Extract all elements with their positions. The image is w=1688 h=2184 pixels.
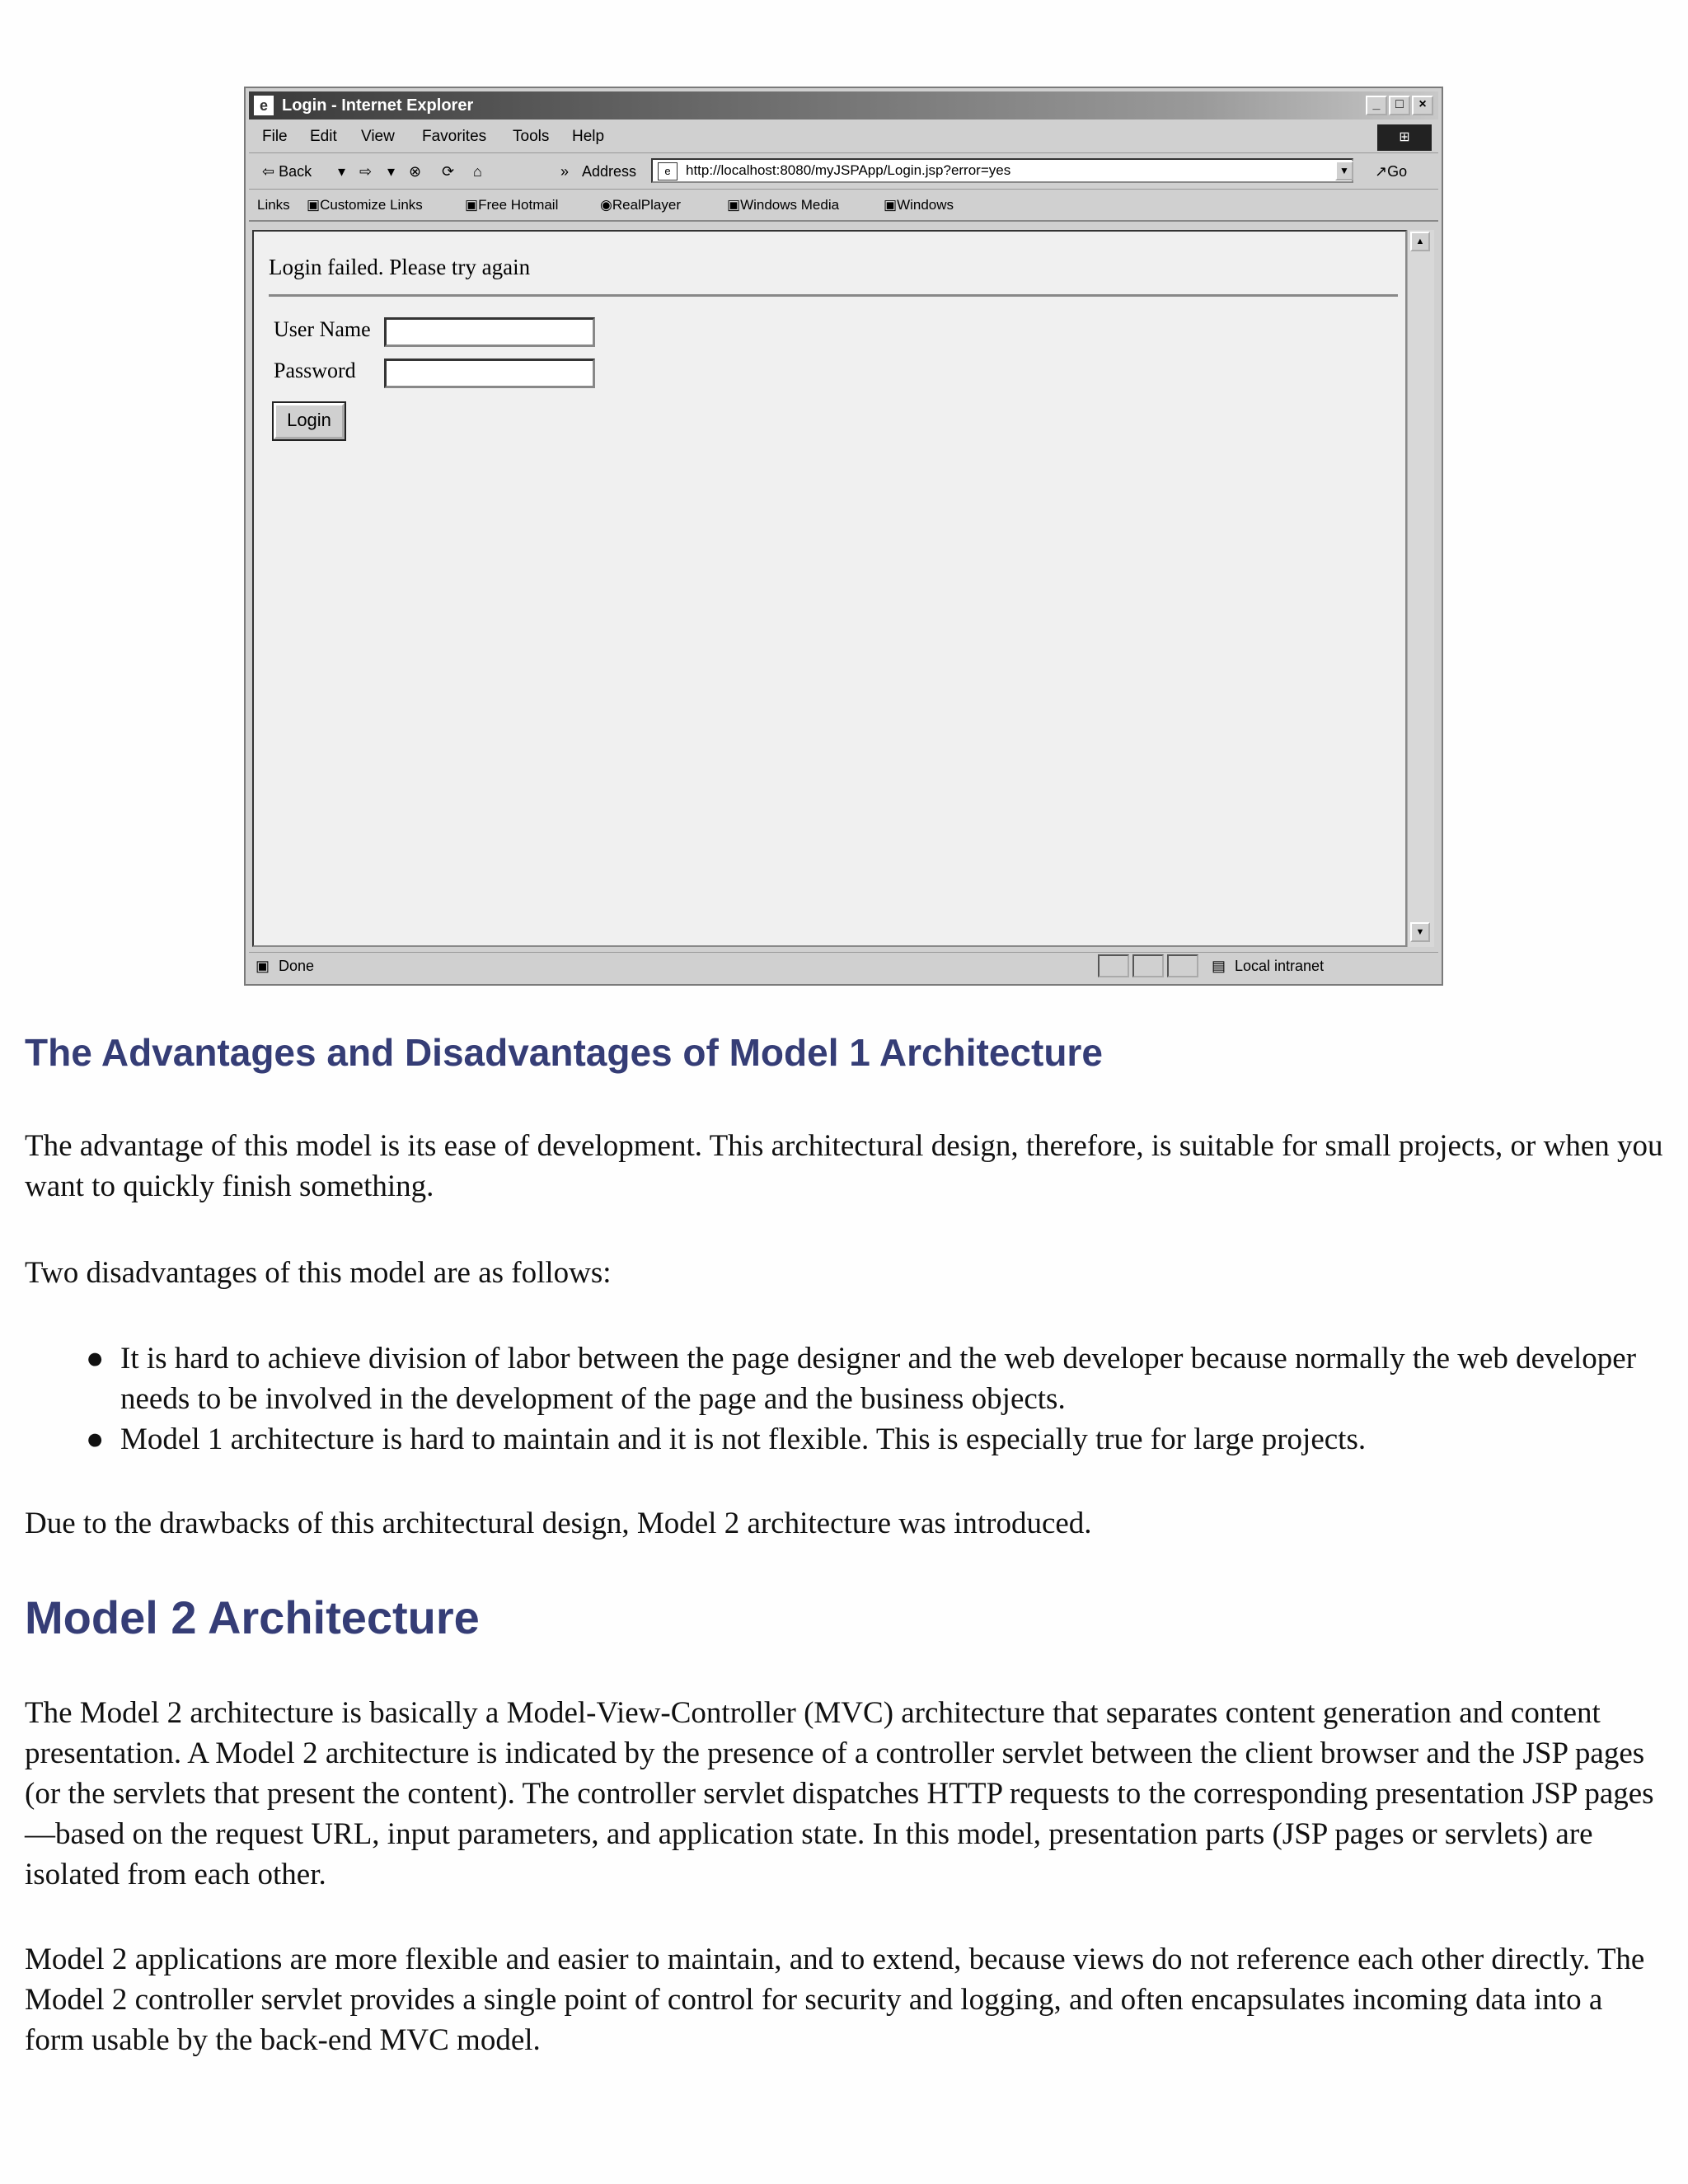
paragraph: Due to the drawbacks of this architectural design, Model 2 architecture was introduced. bbox=[25, 1507, 1092, 1540]
menu-view[interactable]: View bbox=[361, 128, 395, 145]
password-label: Password bbox=[274, 359, 356, 382]
scroll-up-icon[interactable]: ▲ bbox=[1410, 232, 1430, 251]
home-icon[interactable]: ⌂ bbox=[473, 163, 482, 180]
menu-file[interactable]: File bbox=[262, 128, 288, 145]
login-button[interactable]: Login bbox=[274, 403, 345, 439]
links-label: Links bbox=[257, 197, 290, 213]
go-label: Go bbox=[1387, 163, 1408, 180]
divider bbox=[269, 294, 1398, 297]
status-bar bbox=[249, 952, 1438, 981]
bullet-list bbox=[25, 1338, 1665, 1460]
status-page-icon: ▣ bbox=[256, 958, 270, 974]
links-bar bbox=[249, 190, 1438, 222]
menu-help[interactable]: Help bbox=[572, 128, 605, 145]
browser-screenshot bbox=[244, 87, 1443, 986]
window-title: Login - Internet Explorer bbox=[282, 96, 474, 115]
address-input[interactable] bbox=[651, 158, 1353, 183]
minimize-icon[interactable]: _ bbox=[1366, 96, 1387, 115]
section-heading: The Advantages and Disadvantages of Model 1 Architecture bbox=[25, 1031, 1103, 1074]
page-content bbox=[252, 230, 1407, 947]
refresh-icon[interactable]: ⟳ bbox=[442, 163, 455, 180]
username-input[interactable] bbox=[384, 317, 595, 347]
menu-bar bbox=[249, 121, 1438, 153]
back-dropdown-icon[interactable]: ▾ bbox=[338, 163, 346, 180]
status-pane bbox=[1132, 954, 1164, 977]
stop-icon[interactable]: ⊗ bbox=[409, 163, 422, 180]
password-input[interactable] bbox=[384, 359, 595, 388]
menu-favorites[interactable]: Favorites bbox=[422, 128, 487, 145]
maximize-icon[interactable]: □ bbox=[1389, 96, 1410, 115]
status-text: Done bbox=[279, 958, 315, 974]
toolbar bbox=[249, 154, 1438, 190]
address-dropdown-icon[interactable]: ▼ bbox=[1335, 161, 1353, 180]
error-message: Login failed. Please try again bbox=[269, 255, 531, 279]
link-windows-media[interactable]: ▣Windows Media bbox=[727, 197, 840, 213]
link-free-hotmail[interactable]: ▣Free Hotmail bbox=[465, 197, 559, 213]
bullet-icon: ● bbox=[86, 1342, 105, 1376]
list-item: ● It is hard to achieve division of labor between the page designer and the web developer because normally the web developer needs to be involved in the development of the page and the business objects. bbox=[25, 1338, 1665, 1419]
scroll-down-icon[interactable]: ▼ bbox=[1410, 922, 1430, 942]
page-icon: e bbox=[658, 162, 678, 180]
title-bar bbox=[249, 91, 1438, 120]
go-button[interactable]: ↗Go bbox=[1375, 163, 1408, 180]
paragraph: Model 2 applications are more flexible and easier to maintain, and to extend, because views do not reference each other directly. The Model 2 controller servlet provides a single point of control for security and logging, and often encapsulates incoming data into a form usable by the back-end MVC model. bbox=[25, 1943, 1645, 2057]
menu-tools[interactable]: Tools bbox=[513, 128, 550, 145]
link-realplayer[interactable]: ◉RealPlayer bbox=[600, 197, 681, 213]
paragraph: The advantage of this model is its ease of development. This architectural design, therefore, is suitable for small projects, or when you want to quickly finish something. bbox=[25, 1129, 1663, 1203]
link-windows[interactable]: ▣Windows bbox=[884, 197, 954, 213]
paragraph: Two disadvantages of this model are as follows: bbox=[25, 1256, 612, 1290]
paragraph: The Model 2 architecture is basically a Model-View-Controller (MVC) architecture that separates content generation and content presentation. A Model 2 architecture is indicated by the presence of a controller servlet between the client browser and the JSP pages (or the servlets that present the content). The controller servlet dispatches HTTP requests to the corresponding presentation JSP pages—based on the request URL, input parameters, and application state. In this model, presentation parts (JSP pages or servlets) are isolated from each other. bbox=[25, 1696, 1654, 1891]
back-button[interactable]: ⇦ Back bbox=[262, 163, 312, 180]
ie-icon: e bbox=[254, 96, 274, 115]
address-label: Address bbox=[582, 163, 637, 180]
address-value: http://localhost:8080/myJSPApp/Login.jsp?error=yes bbox=[686, 162, 1011, 178]
close-icon[interactable]: × bbox=[1412, 96, 1433, 115]
forward-button[interactable]: ⇨ bbox=[359, 163, 373, 180]
forward-dropdown-icon[interactable]: ▾ bbox=[387, 163, 396, 180]
link-customize-links[interactable]: ▣Customize Links bbox=[307, 197, 423, 213]
menu-edit[interactable]: Edit bbox=[310, 128, 337, 145]
zone-text: Local intranet bbox=[1235, 958, 1325, 974]
section-heading: Model 2 Architecture bbox=[25, 1591, 480, 1643]
chevron-icon[interactable]: » bbox=[560, 163, 570, 180]
status-pane bbox=[1098, 954, 1129, 977]
username-label: User Name bbox=[274, 317, 371, 341]
vertical-scrollbar[interactable] bbox=[1407, 230, 1434, 947]
list-item: ● Model 1 architecture is hard to maintain and it is not flexible. This is especially true for large projects. bbox=[25, 1419, 1665, 1460]
bullet-icon: ● bbox=[86, 1422, 105, 1456]
windows-logo-icon: ⊞ bbox=[1377, 124, 1432, 151]
status-pane bbox=[1167, 954, 1198, 977]
intranet-icon: ▤ bbox=[1212, 958, 1226, 974]
